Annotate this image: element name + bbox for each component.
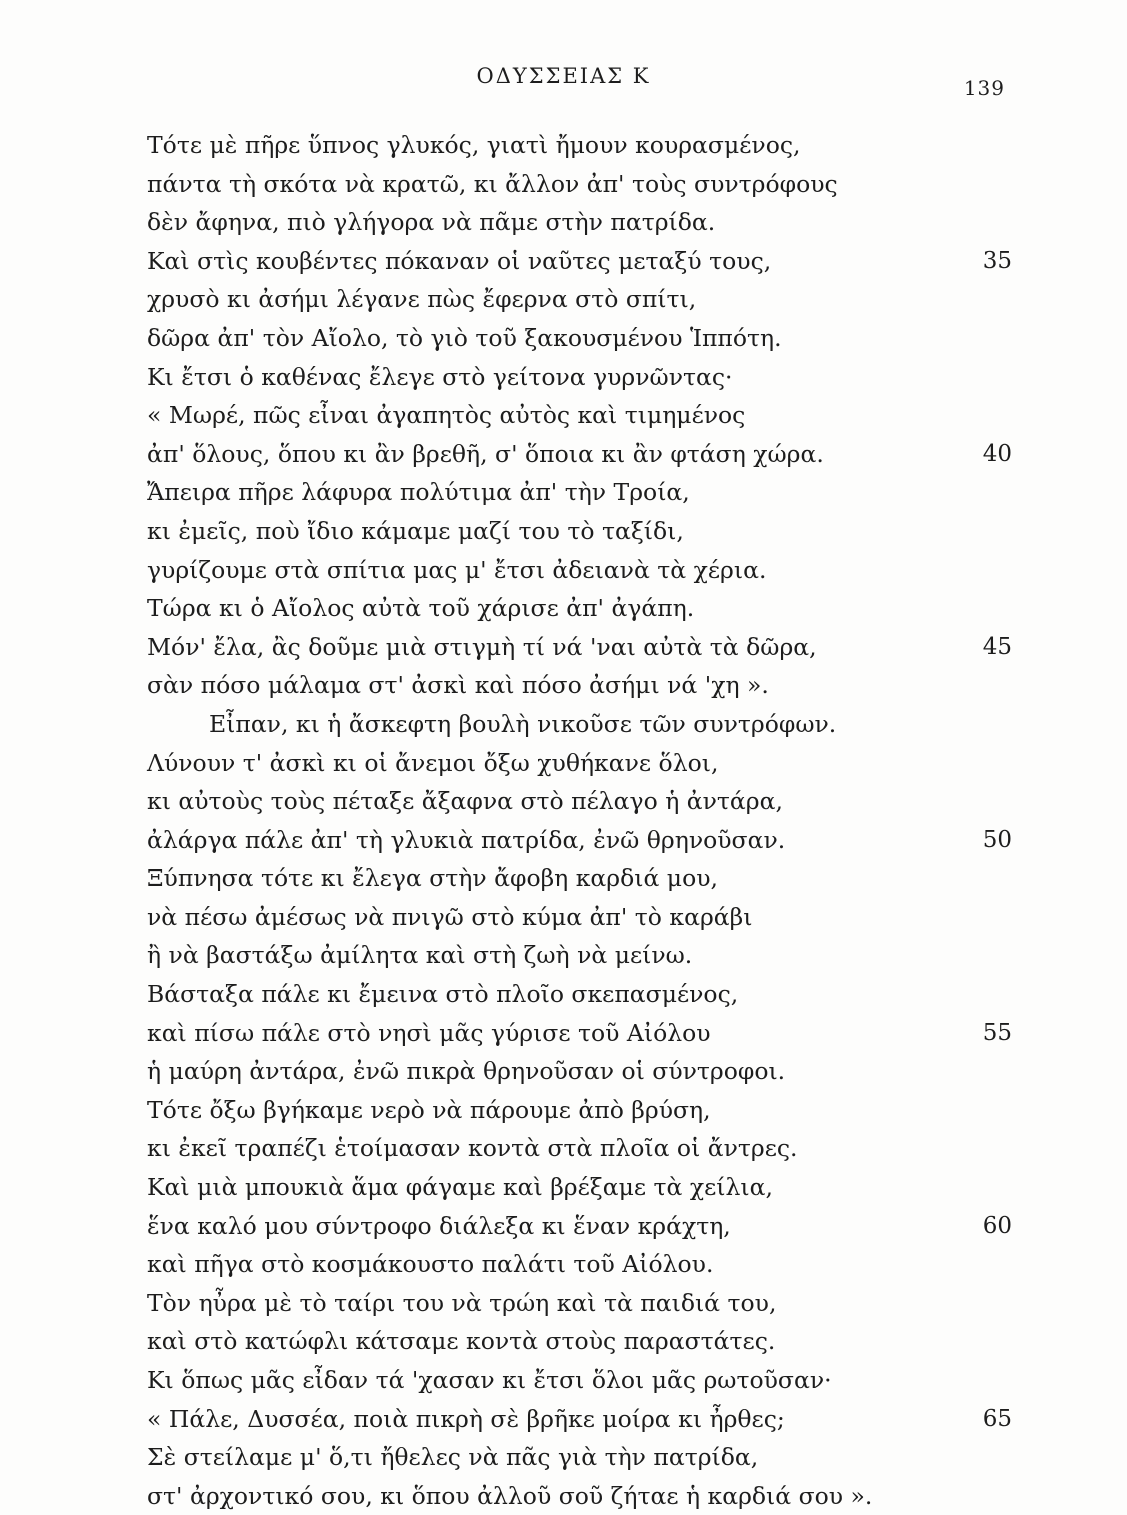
verse-text: πάντα τὴ σκότα νὰ κρατῶ, κι ἄλλον ἀπ' τοὺς συντρόφους bbox=[147, 169, 838, 198]
verse-line bbox=[147, 396, 1012, 435]
verse-line bbox=[147, 628, 1012, 667]
verse-text: Ξύπνησα τότε κι ἔλεγα στὴν ἄφοβη καρδιά μου, bbox=[147, 864, 718, 893]
verse-text: δῶρα ἀπ' τὸν Αἴολο, τὸ γιὸ τοῦ ξακουσμένου Ἱππότη. bbox=[147, 323, 782, 352]
verse-line bbox=[147, 744, 1012, 783]
verse-line bbox=[147, 859, 1012, 898]
verse-line bbox=[147, 280, 1012, 319]
poem-text bbox=[147, 126, 1012, 1515]
verse-line bbox=[147, 1129, 1012, 1168]
verse-line bbox=[147, 1438, 1012, 1477]
verse-line bbox=[147, 589, 1012, 628]
verse-text: ἢ νὰ βαστάξω ἀμίλητα καὶ στὴ ζωὴ νὰ μείνω. bbox=[147, 941, 693, 970]
verse-text: καὶ στὸ κατώφλι κάτσαμε κοντὰ στοὺς παραστάτες. bbox=[147, 1327, 776, 1356]
line-number: 45 bbox=[982, 633, 1012, 660]
verse-line bbox=[147, 1052, 1012, 1091]
verse-text: σὰν πόσο μάλαμα στ' ἀσκὶ καὶ πόσο ἀσήμι νά 'χη ». bbox=[147, 671, 769, 700]
verse-text: « Πάλε, Δυσσέα, ποιὰ πικρὴ σὲ βρῆκε μοίρα κι ἦρθες; bbox=[147, 1404, 785, 1433]
verse-text: Εἶπαν, κι ἡ ἄσκεφτη βουλὴ νικοῦσε τῶν συντρόφων. bbox=[209, 709, 837, 738]
verse-line bbox=[147, 203, 1012, 242]
page-header bbox=[0, 58, 1127, 98]
verse-text: δὲν ἄφηνα, πιὸ γλήγορα νὰ πᾶμε στὴν πατρίδα. bbox=[147, 208, 716, 237]
verse-line bbox=[147, 1284, 1012, 1323]
verse-text: Κι ἔτσι ὁ καθένας ἔλεγε στὸ γείτονα γυρνῶντας· bbox=[147, 362, 733, 391]
verse-line bbox=[147, 821, 1012, 860]
verse-text: Τότε μὲ πῆρε ὕπνος γλυκός, γιατὶ ἤμουν κουρασμένος, bbox=[147, 131, 801, 159]
verse-line bbox=[147, 1245, 1012, 1284]
verse-text: ἕνα καλό μου σύντροφο διάλεξα κι ἕναν κράχτη, bbox=[147, 1211, 731, 1240]
line-number: 40 bbox=[982, 440, 1012, 467]
verse-line bbox=[147, 1361, 1012, 1400]
verse-line bbox=[147, 782, 1012, 821]
verse-line bbox=[147, 936, 1012, 975]
verse-text: Μόν' ἔλα, ἂς δοῦμε μιὰ στιγμὴ τί νά 'ναι αὐτὰ τὰ δῶρα, bbox=[147, 632, 817, 661]
verse-line bbox=[147, 1168, 1012, 1207]
line-number: 60 bbox=[982, 1212, 1012, 1239]
verse-line bbox=[147, 319, 1012, 358]
verse-text: κι ἐκεῖ τραπέζι ἑτοίμασαν κοντὰ στὰ πλοῖα οἱ ἄντρες. bbox=[147, 1134, 798, 1163]
verse-text: ἡ μαύρη ἀντάρα, ἐνῶ πικρὰ θρηνοῦσαν οἱ σύντροφοι. bbox=[147, 1057, 786, 1086]
verse-text: γυρίζουμε στὰ σπίτια μας μ' ἔτσι ἀδειανὰ τὰ χέρια. bbox=[147, 555, 767, 584]
verse-text: Τὸν ηὖρα μὲ τὸ ταίρι του νὰ τρώη καὶ τὰ παιδιά του, bbox=[147, 1288, 777, 1317]
verse-line bbox=[147, 1014, 1012, 1053]
verse-line bbox=[147, 551, 1012, 590]
line-number: 65 bbox=[982, 1405, 1012, 1432]
verse-line bbox=[147, 473, 1012, 512]
verse-line bbox=[147, 898, 1012, 937]
verse-text: Ἄπειρα πῆρε λάφυρα πολύτιμα ἀπ' τὴν Τροία, bbox=[147, 478, 690, 507]
verse-line bbox=[147, 358, 1012, 397]
page-number: 139 bbox=[963, 76, 1005, 100]
running-head: ΟΔΥΣΣΕΙΑΣ Κ bbox=[476, 64, 651, 88]
verse-text: Κι ὅπως μᾶς εἶδαν τά 'χασαν κι ἔτσι ὅλοι μᾶς ρωτοῦσαν· bbox=[147, 1366, 832, 1394]
verse-text: Τότε ὄξω βγήκαμε νερὸ νὰ πάρουμε ἀπὸ βρύση, bbox=[147, 1095, 711, 1124]
verse-text: κι αὐτοὺς τοὺς πέταξε ἄξαφνα στὸ πέλαγο ἡ ἀντάρα, bbox=[147, 787, 783, 816]
line-number: 55 bbox=[982, 1019, 1012, 1046]
verse-line bbox=[147, 1400, 1012, 1439]
verse-text: καὶ πῆγα στὸ κοσμάκουστο παλάτι τοῦ Αἰόλου. bbox=[147, 1250, 714, 1279]
verse-line bbox=[147, 242, 1012, 281]
verse-text: νὰ πέσω ἀμέσως νὰ πνιγῶ στὸ κύμα ἀπ' τὸ καράβι bbox=[147, 902, 753, 931]
verse-text: Τώρα κι ὁ Αἴολος αὐτὰ τοῦ χάρισε ἀπ' ἀγάπη. bbox=[147, 594, 695, 623]
verse-line bbox=[147, 1091, 1012, 1130]
verse-line bbox=[147, 666, 1012, 705]
verse-line bbox=[147, 1207, 1012, 1246]
verse-text: κι ἐμεῖς, ποὺ ἴδιο κάμαμε μαζί του τὸ ταξίδι, bbox=[147, 516, 684, 545]
verse-text: Βάσταξα πάλε κι ἔμεινα στὸ πλοῖο σκεπασμένος, bbox=[147, 980, 739, 1009]
verse-line bbox=[147, 126, 1012, 165]
verse-text: χρυσὸ κι ἀσήμι λέγανε πὼς ἔφερνα στὸ σπίτι, bbox=[147, 285, 697, 314]
verse-line bbox=[147, 705, 1012, 744]
verse-text: « Μωρέ, πῶς εἶναι ἀγαπητὸς αὐτὸς καὶ τιμημένος bbox=[147, 401, 746, 430]
verse-line bbox=[147, 512, 1012, 551]
line-number: 50 bbox=[982, 826, 1012, 853]
verse-line bbox=[147, 1477, 1012, 1515]
verse-text: ἀπ' ὅλους, ὅπου κι ἂν βρεθῆ, σ' ὅποια κι ἂν φτάση χώρα. bbox=[147, 439, 824, 468]
verse-line bbox=[147, 165, 1012, 204]
verse-text: Καὶ στὶς κουβέντες πόκαναν οἱ ναῦτες μεταξύ τους, bbox=[147, 246, 772, 275]
verse-text: Καὶ μιὰ μπουκιὰ ἅμα φάγαμε καὶ βρέξαμε τὰ χείλια, bbox=[147, 1173, 773, 1202]
verse-line bbox=[147, 975, 1012, 1014]
verse-line bbox=[147, 435, 1012, 474]
verse-line bbox=[147, 1322, 1012, 1361]
verse-text: Σὲ στείλαμε μ' ὅ,τι ἤθελες νὰ πᾶς γιὰ τὴν πατρίδα, bbox=[147, 1443, 759, 1472]
verse-text: καὶ πίσω πάλε στὸ νησὶ μᾶς γύρισε τοῦ Αἰόλου bbox=[147, 1018, 711, 1047]
verse-text: Λύνουν τ' ἀσκὶ κι οἱ ἄνεμοι ὄξω χυθήκανε ὅλοι, bbox=[147, 748, 719, 777]
verse-text: στ' ἀρχοντικό σου, κι ὅπου ἀλλοῦ σοῦ ζήταε ἡ καρδιά σου ». bbox=[147, 1481, 873, 1510]
verse-text: ἀλάργα πάλε ἀπ' τὴ γλυκιὰ πατρίδα, ἐνῶ θρηνοῦσαν. bbox=[147, 825, 786, 854]
line-number: 35 bbox=[982, 247, 1012, 274]
